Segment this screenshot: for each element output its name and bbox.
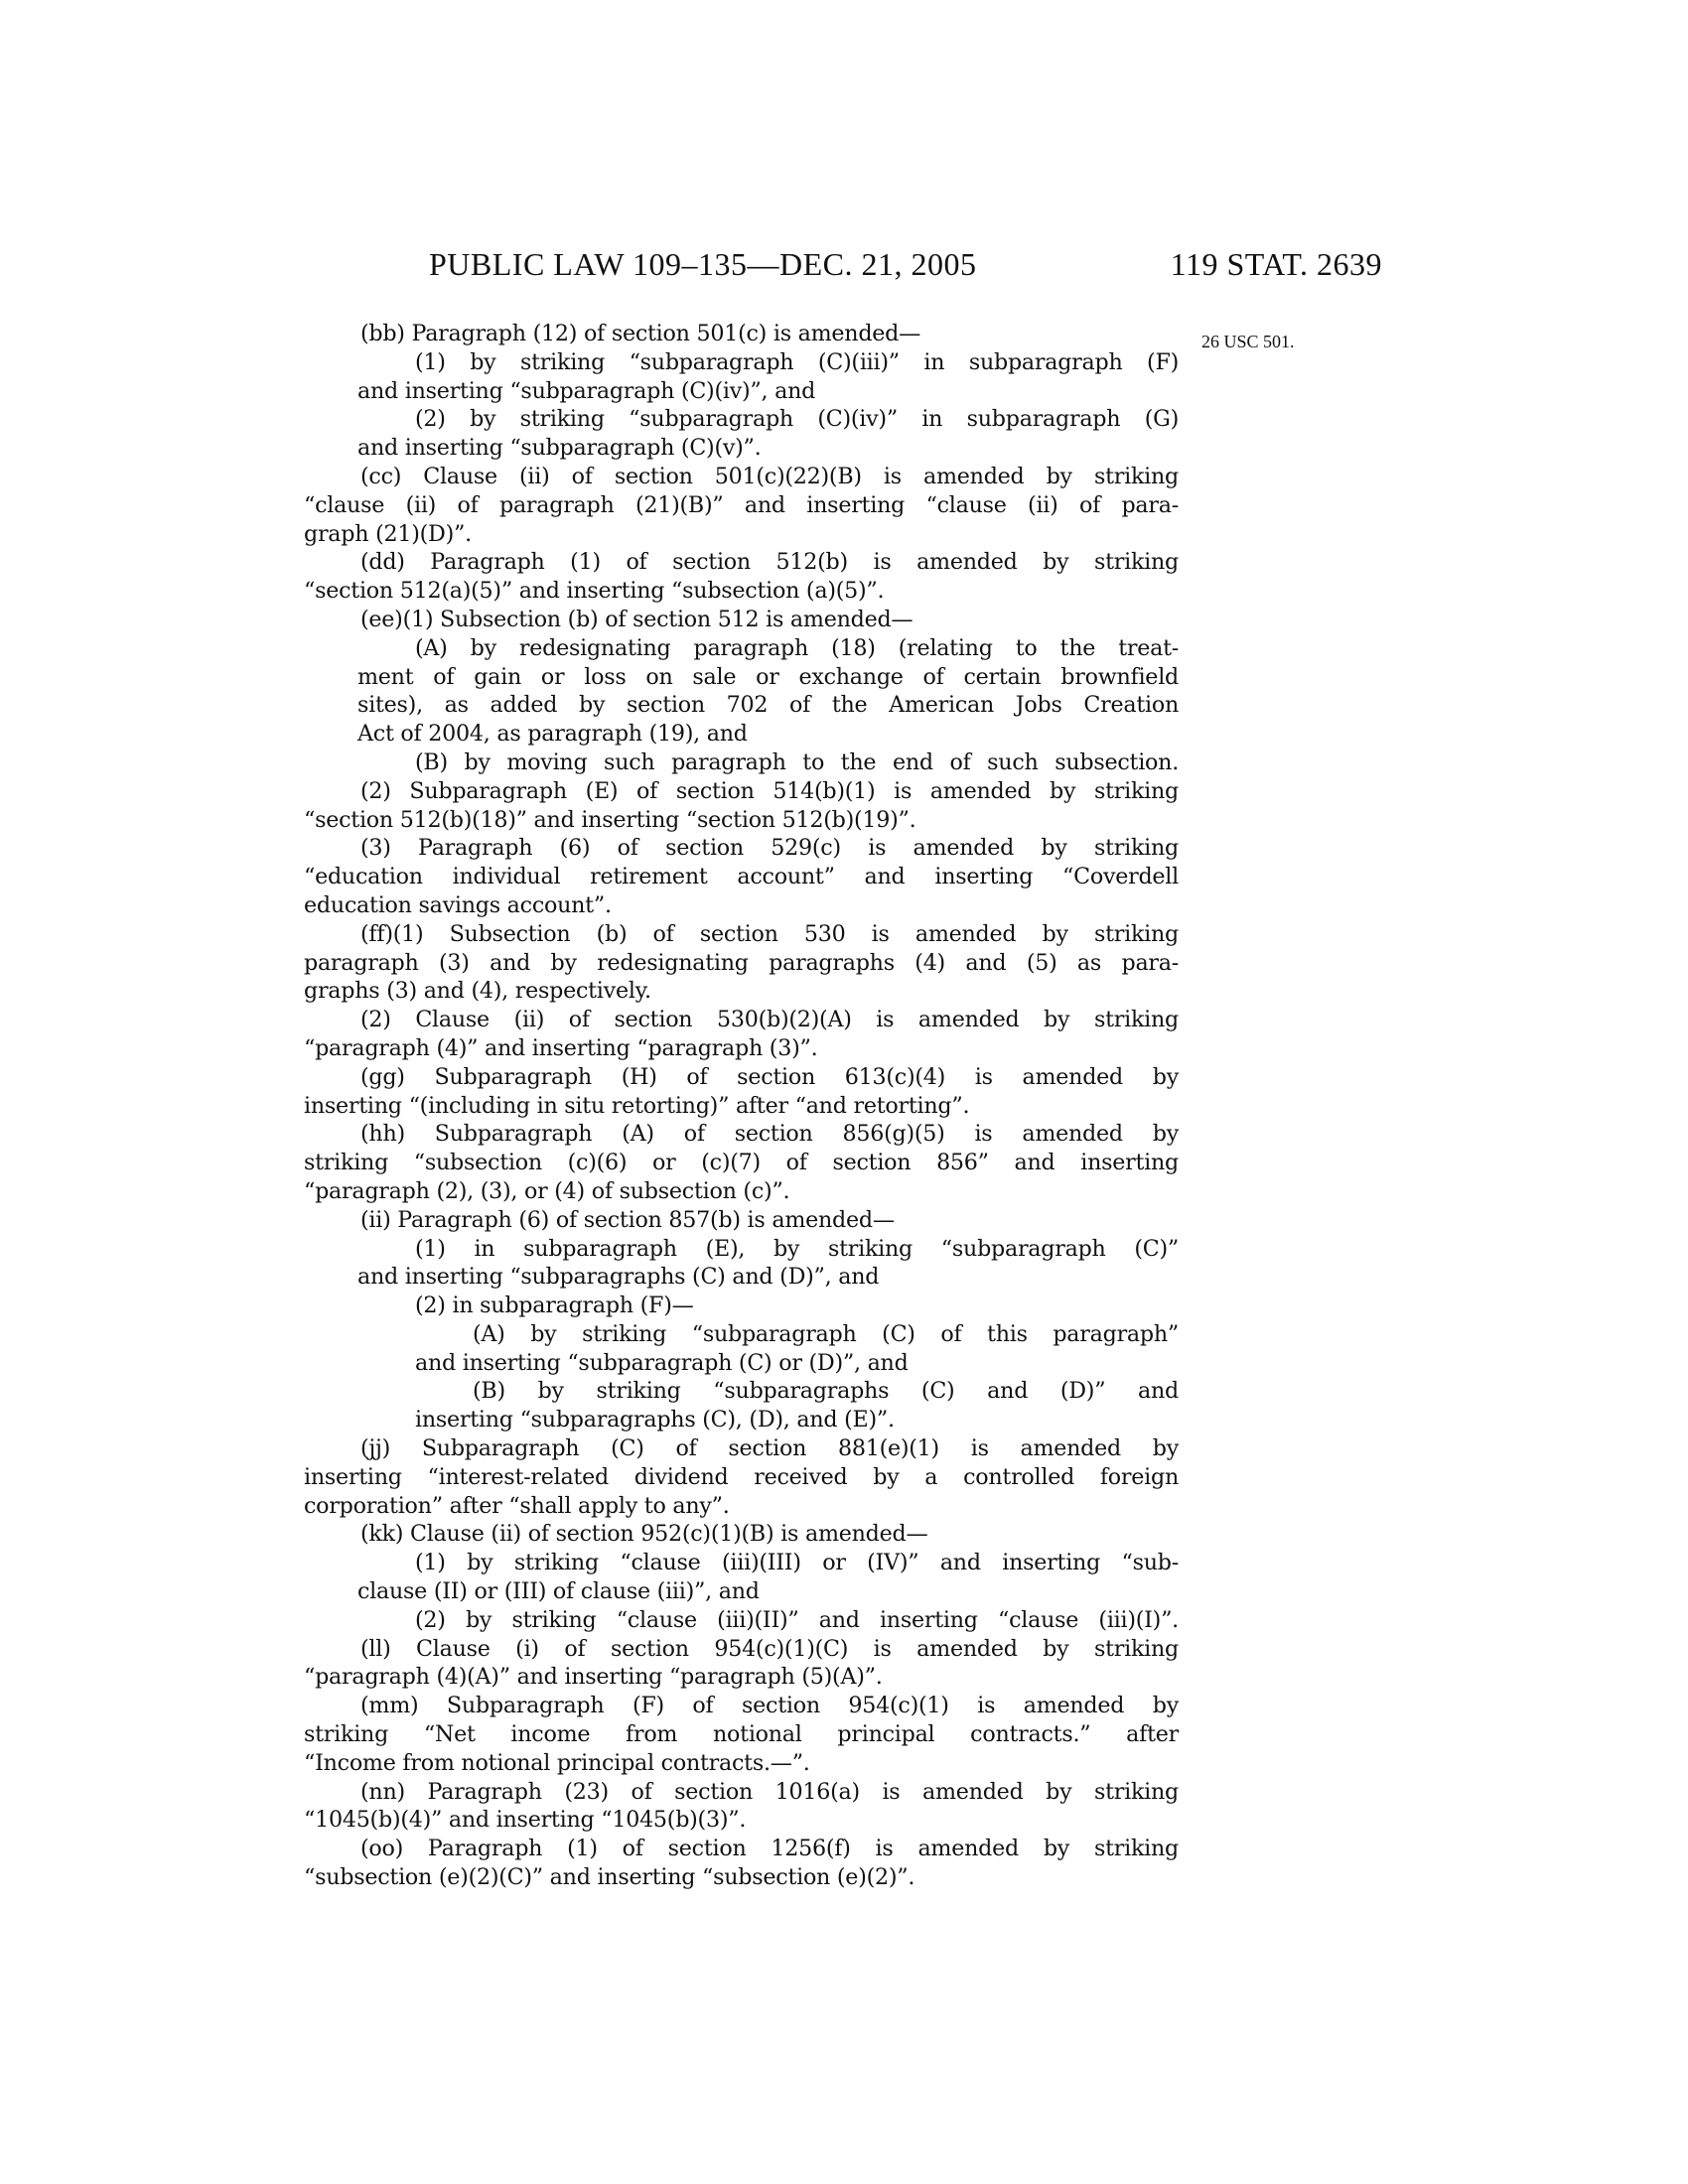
text-line: “paragraph (4)(A)” and inserting “paragraph (5)(A)”. <box>304 1664 883 1691</box>
text-line: “1045(b)(4)” and inserting “1045(b)(3)”. <box>304 1807 747 1834</box>
text-line: (2) by striking “clause (iii)(II)” and inserting “clause (iii)(I)”. <box>415 1606 1179 1633</box>
text-line: Act of 2004, as paragraph (19), and <box>357 721 748 748</box>
text-line: graphs (3) and (4), respectively. <box>304 978 651 1005</box>
text-line: (nn) Paragraph (23) of section 1016(a) is amended by striking <box>360 1778 1179 1805</box>
text-line: sites), as added by section 702 of the American Jobs Creation <box>357 692 1179 719</box>
margin-citation-note: 26 USC 501. <box>1201 332 1295 351</box>
text-line: ment of gain or loss on sale or exchange of certain brownfield <box>357 663 1179 690</box>
text-line: (1) by striking “subparagraph (C)(iii)” in subparagraph (F) <box>415 348 1179 375</box>
text-line: (jj) Subparagraph (C) of section 881(e)(1) is amended by <box>360 1435 1179 1462</box>
text-line: (1) by striking “clause (iii)(III) or (IV)” and inserting “sub- <box>415 1550 1179 1576</box>
text-line: “clause (ii) of paragraph (21)(B)” and inserting “clause (ii) of para- <box>304 491 1179 518</box>
text-line: (cc) Clause (ii) of section 501(c)(22)(B) is amended by striking <box>360 463 1179 489</box>
text-line: (2) in subparagraph (F)— <box>415 1293 694 1319</box>
header-statute-page: 119 STAT. 2639 <box>1170 246 1382 282</box>
text-line: inserting “(including in situ retorting)” after “and retorting”. <box>304 1092 970 1119</box>
text-line: and inserting “subparagraphs (C) and (D)”, and <box>357 1264 880 1291</box>
text-line: (oo) Paragraph (1) of section 1256(f) is amended by striking <box>360 1836 1179 1862</box>
text-line: (A) by striking “subparagraph (C) of this paragraph” <box>473 1320 1179 1347</box>
text-line: (ee)(1) Subsection (b) of section 512 is amended— <box>360 606 914 632</box>
header-public-law-date: PUBLIC LAW 109–135—DEC. 21, 2005 <box>429 246 977 282</box>
text-line: (ff)(1) Subsection (b) of section 530 is amended by striking <box>360 920 1179 947</box>
text-line: graph (21)(D)”. <box>304 520 472 547</box>
text-line: paragraph (3) and by redesignating paragraphs (4) and (5) as para- <box>304 949 1179 976</box>
text-line: education savings account”. <box>304 891 612 918</box>
text-line: “section 512(a)(5)” and inserting “subsection (a)(5)”. <box>304 578 885 605</box>
text-line: inserting “subparagraphs (C), (D), and (E)”. <box>415 1407 895 1433</box>
text-line: (bb) Paragraph (12) of section 501(c) is amended— <box>360 321 921 346</box>
text-line: (hh) Subparagraph (A) of section 856(g)(5) is amended by <box>360 1121 1179 1148</box>
text-line: “subsection (e)(2)(C)” and inserting “subsection (e)(2)”. <box>304 1864 915 1891</box>
text-line: striking “Net income from notional principal contracts.” after <box>304 1721 1179 1748</box>
text-line: (gg) Subparagraph (H) of section 613(c)(4) is amended by <box>360 1063 1179 1090</box>
text-line: (1) in subparagraph (E), by striking “subparagraph (C)” <box>415 1235 1179 1262</box>
text-line: (2) Clause (ii) of section 530(b)(2)(A) is amended by striking <box>360 1007 1179 1033</box>
text-line: “section 512(b)(18)” and inserting “section 512(b)(19)”. <box>304 806 916 833</box>
text-line: “Income from notional principal contracts.—”. <box>304 1749 810 1776</box>
text-line: (mm) Subparagraph (F) of section 954(c)(1) is amended by <box>360 1693 1179 1719</box>
text-line: (B) by striking “subparagraphs (C) and (D)” and <box>473 1378 1179 1405</box>
statute-body-text <box>304 320 1179 1892</box>
text-line: corporation” after “shall apply to any”. <box>304 1492 730 1519</box>
text-line: (ii) Paragraph (6) of section 857(b) is amended— <box>360 1206 895 1233</box>
text-line: “paragraph (4)” and inserting “paragraph (3)”. <box>304 1034 818 1061</box>
text-line: and inserting “subparagraph (C) or (D)”, and <box>415 1349 909 1376</box>
text-line: striking “subsection (c)(6) or (c)(7) of section 856” and inserting <box>304 1150 1179 1176</box>
text-line: “education individual retirement account” and inserting “Coverdell <box>304 864 1179 890</box>
text-line: inserting “interest-related dividend received by a controlled foreign <box>304 1463 1179 1490</box>
text-line: (2) Subparagraph (E) of section 514(b)(1) is amended by striking <box>360 777 1179 804</box>
text-line: (3) Paragraph (6) of section 529(c) is amended by striking <box>360 835 1179 862</box>
text-line: (2) by striking “subparagraph (C)(iv)” in subparagraph (G) <box>415 406 1179 433</box>
text-line: and inserting “subparagraph (C)(iv)”, and <box>357 377 816 404</box>
running-header <box>429 246 1382 286</box>
text-line: and inserting “subparagraph (C)(v)”. <box>357 435 762 462</box>
text-line: (kk) Clause (ii) of section 952(c)(1)(B) is amended— <box>360 1521 928 1548</box>
text-line: (dd) Paragraph (1) of section 512(b) is amended by striking <box>360 549 1179 576</box>
text-line: (B) by moving such paragraph to the end of such subsection. <box>415 749 1179 775</box>
text-line: clause (II) or (III) of clause (iii)”, and <box>357 1578 760 1605</box>
text-line: (ll) Clause (i) of section 954(c)(1)(C) is amended by striking <box>360 1635 1179 1662</box>
text-line: (A) by redesignating paragraph (18) (relating to the treat- <box>415 634 1179 661</box>
text-line: “paragraph (2), (3), or (4) of subsection (c)”. <box>304 1177 790 1204</box>
